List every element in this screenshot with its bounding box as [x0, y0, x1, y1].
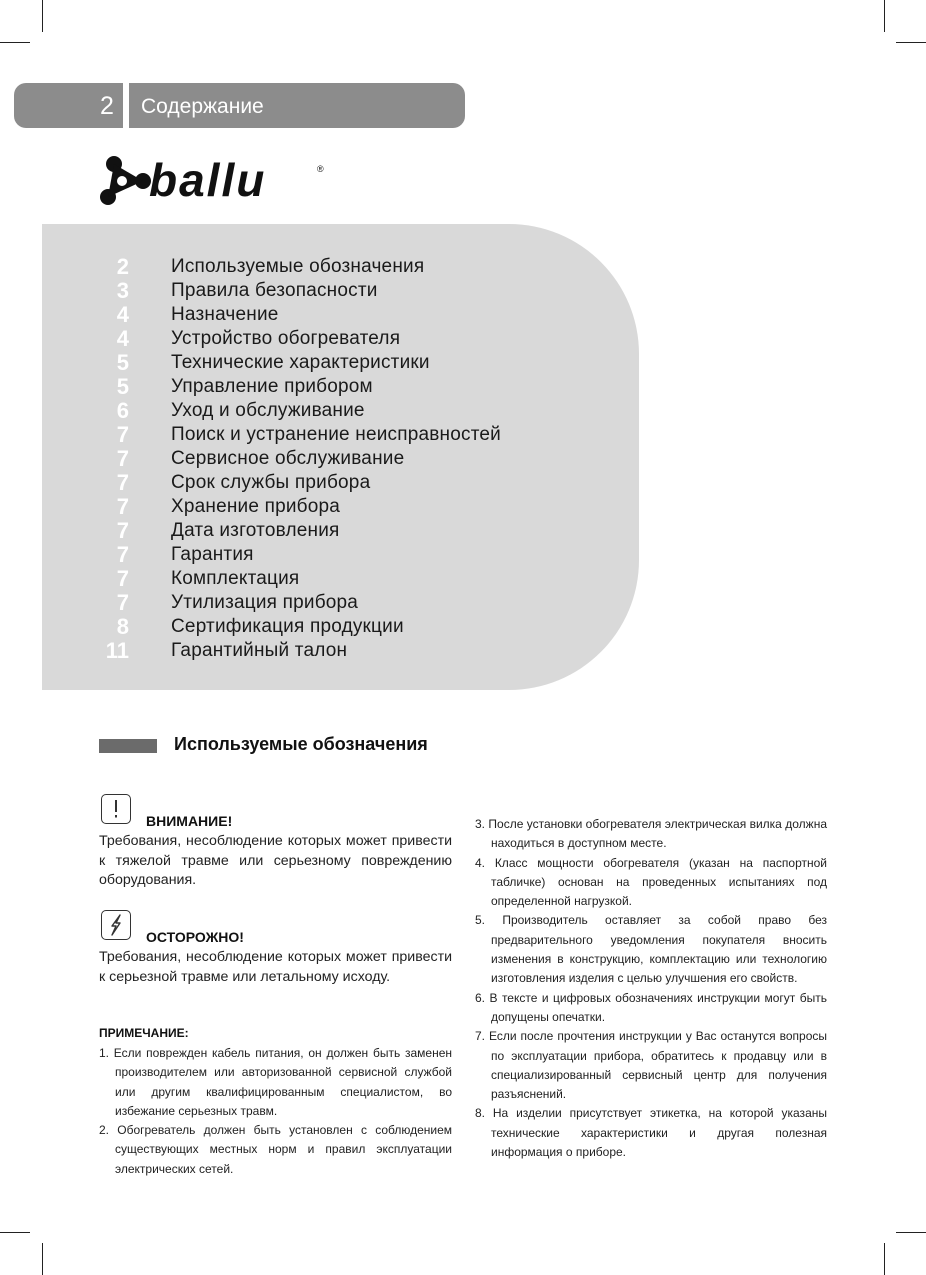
crop-mark	[884, 1243, 885, 1275]
toc-page-number: 6	[116, 398, 129, 423]
svg-text:ballu: ballu	[149, 154, 267, 206]
toc-label: Назначение	[171, 304, 279, 325]
toc-label: Гарантийный талон	[171, 640, 348, 661]
note-item: 7. Если после прочтения инструкции у Вас останутся вопросы по эксплуатации прибора, обратитесь к продавцу или в специализированный сервисный центр для получения разъяснений.	[475, 1029, 827, 1102]
toc-label: Комплектация	[171, 568, 300, 589]
toc-page-number: 7	[116, 566, 129, 591]
toc-page-number: 5	[116, 350, 129, 375]
section-marker	[99, 739, 157, 753]
toc-page-number: 11	[105, 638, 129, 663]
toc-item	[42, 639, 501, 663]
toc-page-number: 7	[116, 518, 129, 543]
note-item: 6. В тексте и цифровых обозначениях инструкции могут быть допущены опечатки.	[475, 990, 827, 1024]
toc-page-number: 7	[116, 590, 129, 615]
toc-item	[42, 471, 501, 495]
section-title: Используемые обозначения	[174, 734, 428, 754]
toc-page-number: 7	[116, 542, 129, 567]
note-item: 2. Обогреватель должен быть установлен с соблюдением существующих местных норм и правил эксплуатации электрических сетей.	[99, 1123, 452, 1176]
toc-item	[42, 375, 501, 399]
toc-item	[42, 423, 501, 447]
note-item: 1. Если поврежден кабель питания, он должен быть заменен производителем или авторизованной сервисной службой или другим квалифицированным специалистом, во избежание серьезных травм.	[99, 1046, 452, 1118]
table-of-contents	[42, 255, 501, 663]
crop-mark	[896, 42, 926, 43]
toc-item	[42, 495, 501, 519]
note-item: 4. Класс мощности обогревателя (указан на паспортной табличке) основан на проведенных испытаниях под определенной нагрузкой.	[475, 855, 827, 909]
toc-page-number: 7	[116, 422, 129, 447]
toc-item	[42, 279, 501, 303]
toc-label: Сервисное обслуживание	[171, 448, 405, 469]
toc-label: Дата изготовления	[171, 520, 340, 541]
attention-title: ВНИМАНИЕ!	[146, 813, 233, 829]
toc-item	[42, 255, 501, 279]
toc-label: Гарантия	[171, 544, 254, 565]
toc-page-number: 7	[116, 494, 129, 519]
note-item: 8. На изделии присутствует этикетка, на которой указаны технические характеристики и другая полезная информация о приборе.	[475, 1106, 827, 1160]
crop-mark	[42, 0, 43, 32]
note-item: 5. Производитель оставляет за собой право без предварительного уведомления покупателя вносить изменения в конструкцию, комплектацию или технологию изготовления изделия с целью улучшения его свойств.	[475, 913, 827, 986]
toc-label: Устройство обогревателя	[171, 328, 401, 349]
page-number: 2	[100, 92, 114, 120]
toc-label: Хранение прибора	[171, 496, 341, 517]
crop-mark	[884, 0, 885, 32]
toc-label: Уход и обслуживание	[171, 400, 365, 421]
toc-item	[42, 447, 501, 471]
toc-label: Технические характеристики	[171, 352, 430, 373]
attention-text: Требования, несоблюдение которых может привести к тяжелой травме или серьезному повреждению оборудования.	[99, 833, 452, 888]
toc-label: Поиск и устранение неисправностей	[171, 424, 501, 445]
toc-item	[42, 543, 501, 567]
toc-item	[42, 615, 501, 639]
exclamation-icon	[101, 794, 131, 824]
crop-mark	[0, 1232, 30, 1233]
toc-page-number: 8	[116, 614, 129, 639]
caution-text: Требования, несоблюдение которых может привести к серьезной травме или летальному исходу.	[99, 949, 452, 985]
header-divider	[123, 83, 129, 128]
toc-item	[42, 591, 501, 615]
toc-page-number: 5	[116, 374, 129, 399]
toc-label: Утилизация прибора	[171, 592, 359, 613]
page-header	[14, 83, 465, 128]
note-list-right	[475, 815, 827, 1162]
svg-text:®: ®	[317, 164, 324, 174]
toc-item	[42, 327, 501, 351]
toc-item	[42, 303, 501, 327]
crop-mark	[0, 42, 30, 43]
note-list-left	[99, 1044, 452, 1179]
toc-item	[42, 567, 501, 591]
lightning-icon	[101, 910, 131, 940]
page-title: Содержание	[141, 95, 264, 118]
toc-page-number: 4	[116, 302, 129, 327]
note-item: 3. После установки обогревателя электрическая вилка должна находиться в доступном месте.	[475, 817, 827, 851]
toc-page-number: 7	[116, 446, 129, 471]
toc-page-number: 4	[116, 326, 129, 351]
toc-page-number: 2	[116, 254, 129, 279]
toc-label: Используемые обозначения	[171, 256, 425, 277]
toc-page-number: 3	[116, 278, 129, 303]
crop-mark	[42, 1243, 43, 1275]
toc-item	[42, 351, 501, 375]
ballu-logo	[97, 150, 337, 212]
toc-item	[42, 519, 501, 543]
crop-mark	[896, 1232, 926, 1233]
note-title: ПРИМЕЧАНИЕ:	[99, 1026, 189, 1040]
toc-page-number: 7	[116, 470, 129, 495]
toc-label: Управление прибором	[171, 376, 373, 397]
toc-label: Правила безопасности	[171, 280, 378, 301]
toc-item	[42, 399, 501, 423]
caution-title: ОСТОРОЖНО!	[146, 929, 244, 945]
toc-label: Сертификация продукции	[171, 616, 404, 637]
toc-label: Срок службы прибора	[171, 472, 371, 493]
